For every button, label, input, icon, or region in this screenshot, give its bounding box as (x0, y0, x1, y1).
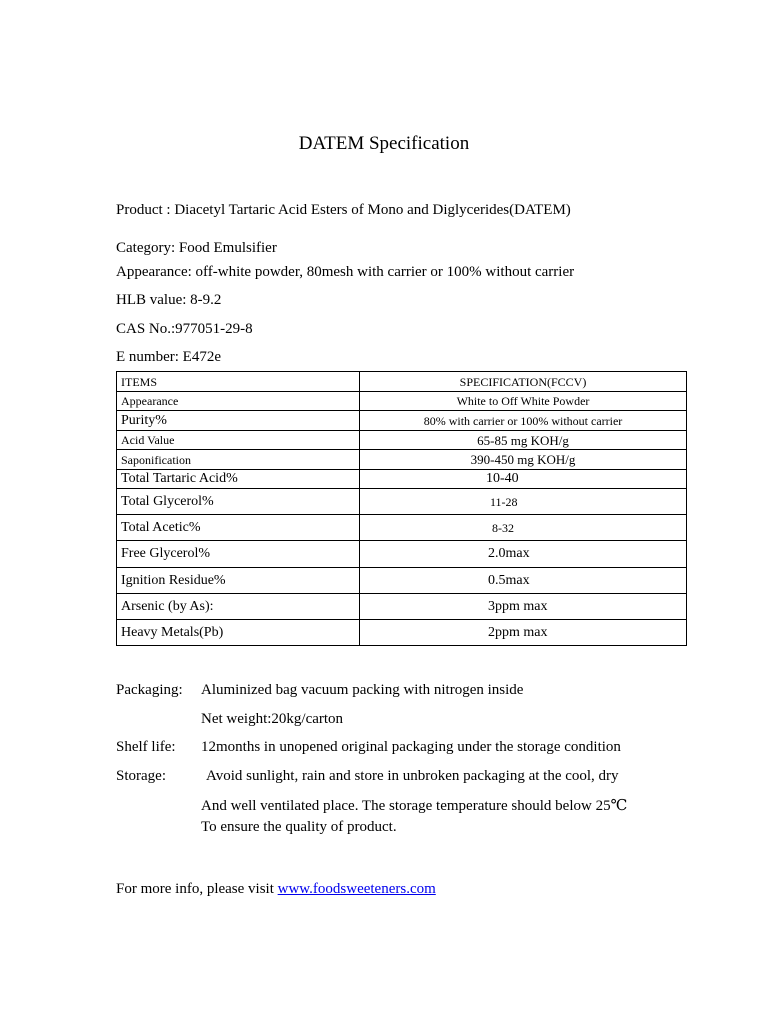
footer-prefix: For more info, please visit (116, 881, 278, 897)
table-row (117, 620, 687, 646)
spec-cell: 390-450 mg KOH/g (360, 450, 687, 470)
spec-table (116, 371, 687, 646)
spec-cell: 80% with carrier or 100% without carrier (360, 411, 687, 431)
table-row (117, 568, 687, 594)
item-cell: Appearance (117, 392, 360, 411)
table-row (117, 489, 687, 515)
storage-label: Storage: (116, 768, 166, 784)
spec-cell: White to Off White Powder (360, 392, 687, 411)
header-specification: SPECIFICATION(FCCV) (360, 372, 687, 392)
footer-line (116, 881, 436, 898)
table-row (117, 392, 687, 411)
table-row (117, 515, 687, 541)
packaging-line-1: Aluminized bag vacuum packing with nitrogen inside (201, 682, 524, 698)
shelf-life-text: 12months in unopened original packaging under the storage condition (201, 739, 621, 755)
spec-cell: 2.0max (360, 541, 687, 568)
spec-cell: 2ppm max (360, 620, 687, 646)
storage-line-2: And well ventilated place. The storage temperature should below 25℃ (201, 798, 628, 814)
item-cell: Saponification (117, 450, 360, 470)
enumber-line: E number: E472e (116, 349, 221, 365)
shelf-life-label: Shelf life: (116, 739, 176, 755)
item-cell: Arsenic (by As): (117, 594, 360, 620)
table-row (117, 594, 687, 620)
appearance-line: Appearance: off-white powder, 80mesh with carrier or 100% without carrier (116, 264, 575, 280)
spec-cell: 10-40 (360, 470, 687, 489)
spec-cell: 11-28 (360, 489, 687, 515)
website-link[interactable]: www.foodsweeteners.com (277, 881, 436, 897)
storage-line-1: Avoid sunlight, rain and store in unbroken packaging at the cool, dry (206, 768, 619, 784)
item-cell: Total Acetic% (117, 515, 360, 541)
table-row (117, 450, 687, 470)
table-row (117, 541, 687, 568)
page-title: DATEM Specification (298, 133, 470, 154)
item-cell: Ignition Residue% (117, 568, 360, 594)
hlb-line: HLB value: 8-9.2 (116, 292, 222, 308)
item-cell: Total Tartaric Acid% (117, 470, 360, 489)
packaging-label: Packaging: (116, 682, 183, 698)
storage-line-3: To ensure the quality of product. (201, 819, 397, 835)
spec-cell: 3ppm max (360, 594, 687, 620)
product-line: Product : Diacetyl Tartaric Acid Esters of Mono and Diglycerides(DATEM) (116, 202, 571, 218)
cas-line: CAS No.:977051-29-8 (116, 321, 253, 337)
item-cell: Heavy Metals(Pb) (117, 620, 360, 646)
spec-cell: 65-85 mg KOH/g (360, 431, 687, 450)
table-row (117, 411, 687, 431)
item-cell: Total Glycerol% (117, 489, 360, 515)
spec-cell: 8-32 (360, 515, 687, 541)
item-cell: Acid Value (117, 431, 360, 450)
header-items: ITEMS (117, 372, 360, 392)
table-row (117, 470, 687, 489)
item-cell: Purity% (117, 411, 360, 431)
table-header-row (117, 372, 687, 392)
table-row (117, 431, 687, 450)
spec-cell: 0.5max (360, 568, 687, 594)
item-cell: Free Glycerol% (117, 541, 360, 568)
category-line: Category: Food Emulsifier (116, 240, 277, 256)
packaging-line-2: Net weight:20kg/carton (201, 711, 344, 727)
